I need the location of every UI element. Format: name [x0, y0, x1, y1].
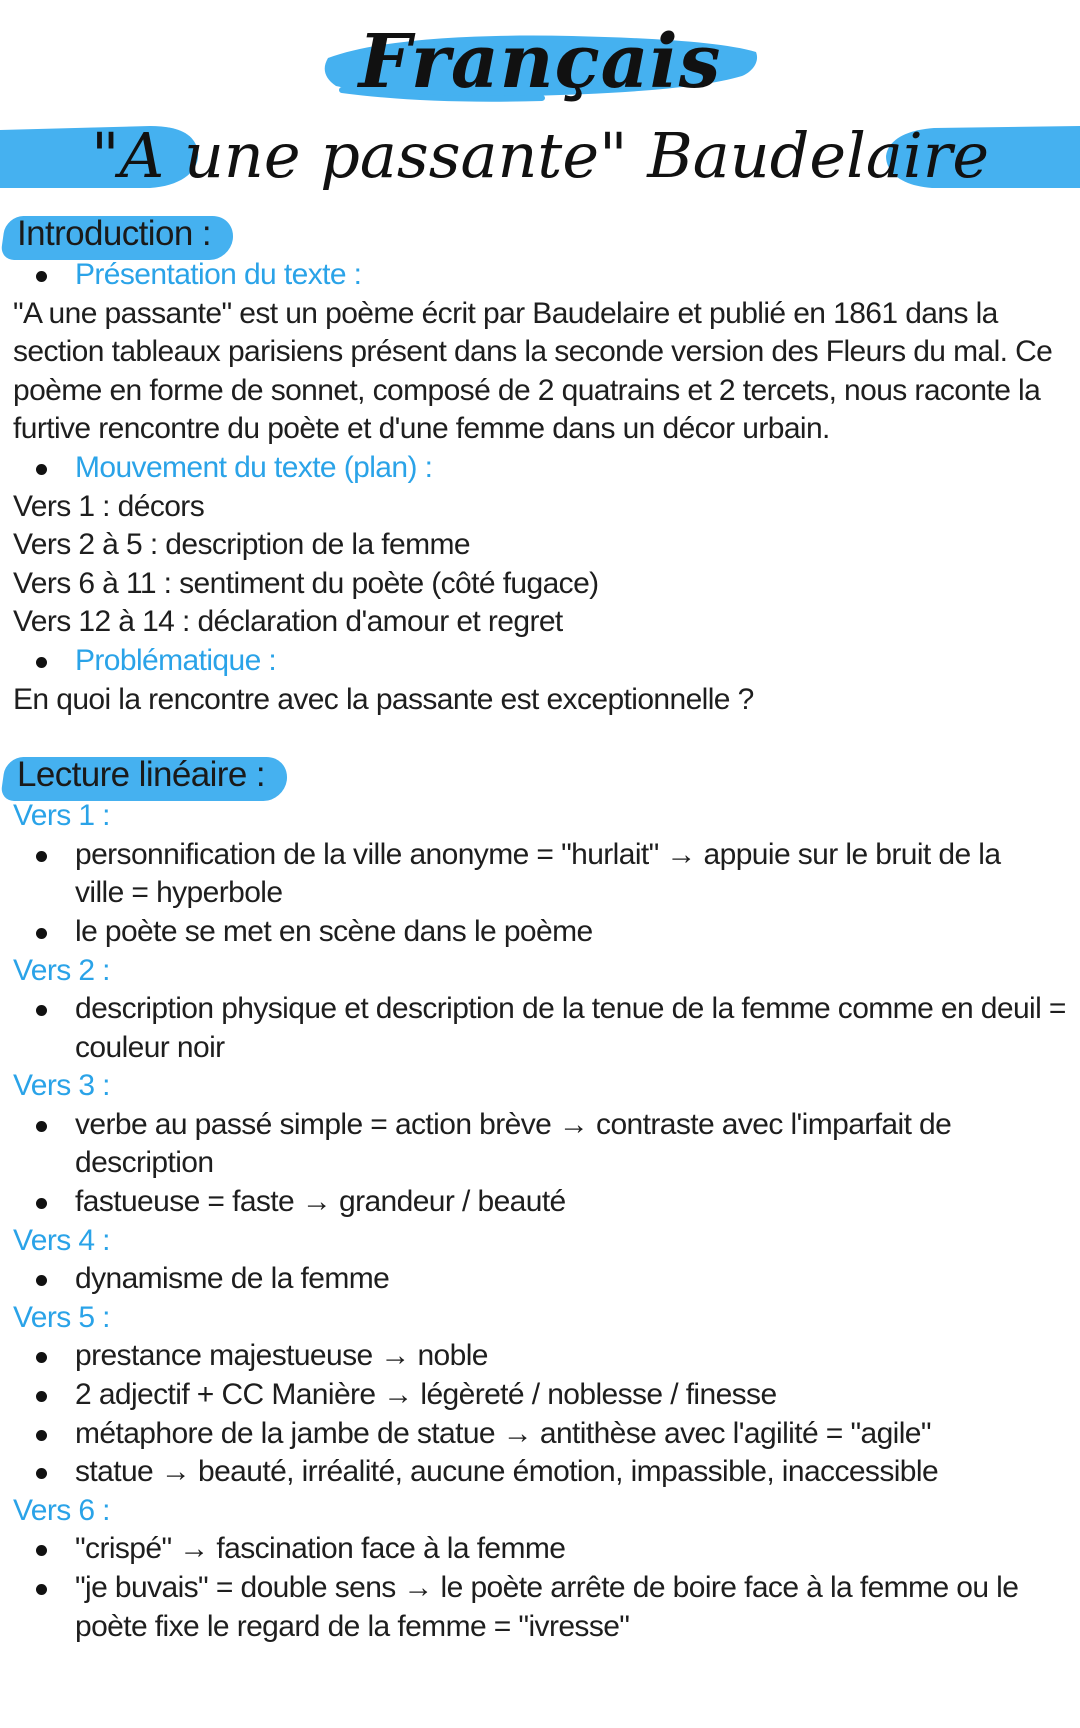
- bullet-item: [13, 1453, 1068, 1492]
- vers-label: Vers 2 :: [13, 953, 110, 987]
- problematique-label: Problématique :: [13, 642, 1068, 681]
- presentation-line: furtive rencontre du poète et d'une femme dans un décor urbain.: [13, 412, 830, 446]
- bullet-text: "je buvais" = double sens → le poète arrête de boire face à la femme ou le: [13, 1569, 1068, 1608]
- bullet-item: [13, 1415, 1068, 1454]
- bullet-text: fastueuse = faste → grandeur / beauté: [13, 1183, 1068, 1222]
- vers-label: Vers 1 :: [13, 799, 110, 833]
- lecture-heading: Lecture linéaire :: [13, 753, 279, 797]
- bullet-text: 2 adjectif + CC Manière → légèreté / noblesse / finesse: [13, 1376, 1068, 1415]
- presentation-line: section tableaux parisiens présent dans la seconde version des Fleurs du mal. Ce: [13, 335, 1053, 369]
- bullet-text: "crispé" → fascination face à la femme: [13, 1530, 1068, 1569]
- bullet-text: prestance majestueuse → noble: [13, 1337, 1068, 1376]
- bullet-text: dynamisme de la femme: [13, 1260, 1068, 1299]
- bullet-item: [13, 1183, 1068, 1222]
- lecture-list: [13, 797, 1068, 1646]
- bullet-item: [13, 1337, 1068, 1376]
- bullet-text: description: [75, 1146, 214, 1180]
- mouvement-line: Vers 6 à 11 : sentiment du poète (côté fugace): [13, 566, 599, 600]
- page-subtitle: "A une passante" Baudelaire: [90, 119, 990, 192]
- mouvement-line: Vers 12 à 14 : déclaration d'amour et regret: [13, 605, 563, 639]
- mouvement-line: Vers 1 : décors: [13, 489, 205, 523]
- bullet-text: description physique et description de la tenue de la femme comme en deuil =: [13, 990, 1068, 1029]
- bullet-item: [13, 913, 1068, 952]
- bullet-text: statue → beauté, irréalité, aucune émotion, impassible, inaccessible: [13, 1453, 1068, 1492]
- bullet-item: [13, 1530, 1068, 1569]
- bullet-text: ville = hyperbole: [75, 876, 283, 910]
- bullet-item: [13, 836, 1068, 913]
- content: [13, 212, 1068, 1646]
- presentation-paragraph: [13, 295, 1068, 449]
- presentation-line: poème en forme de sonnet, composé de 2 quatrains et 2 tercets, nous raconte la: [13, 373, 1041, 407]
- bullet-item: [13, 1106, 1068, 1183]
- bullet-item: [13, 1376, 1068, 1415]
- bullet-item: [13, 1260, 1068, 1299]
- page-title: Français: [358, 19, 722, 105]
- bullet-text: personnification de la ville anonyme = "hurlait" → appuie sur le bruit de la: [13, 836, 1068, 875]
- bullet-text: métaphore de la jambe de statue → antithèse avec l'agilité = "agile": [13, 1415, 1068, 1454]
- vers-label: Vers 3 :: [13, 1069, 110, 1103]
- mouvement-line: Vers 2 à 5 : description de la femme: [13, 528, 470, 562]
- vers-label: Vers 6 :: [13, 1493, 110, 1527]
- section-spacer: [13, 719, 1068, 753]
- vers-label: Vers 4 :: [13, 1223, 110, 1257]
- title-area: [0, 0, 1080, 205]
- vers-label: Vers 5 :: [13, 1300, 110, 1334]
- problematique-text: En quoi la rencontre avec la passante est exceptionnelle ?: [13, 682, 754, 716]
- mouvement-list: [13, 488, 1068, 642]
- bullet-text: verbe au passé simple = action brève → contraste avec l'imparfait de: [13, 1106, 1068, 1145]
- bullet-text: le poète se met en scène dans le poème: [13, 913, 1068, 952]
- presentation-line: "A une passante" est un poème écrit par Baudelaire et publié en 1861 dans la: [13, 296, 998, 330]
- presentation-label: Présentation du texte :: [13, 256, 1068, 295]
- mouvement-label: Mouvement du texte (plan) :: [13, 449, 1068, 488]
- bullet-item: [13, 990, 1068, 1067]
- bullet-text: couleur noir: [75, 1030, 225, 1064]
- introduction-heading: Introduction :: [13, 212, 225, 256]
- bullet-text: poète fixe le regard de la femme = "ivresse": [75, 1609, 630, 1643]
- bullet-item: [13, 1569, 1068, 1646]
